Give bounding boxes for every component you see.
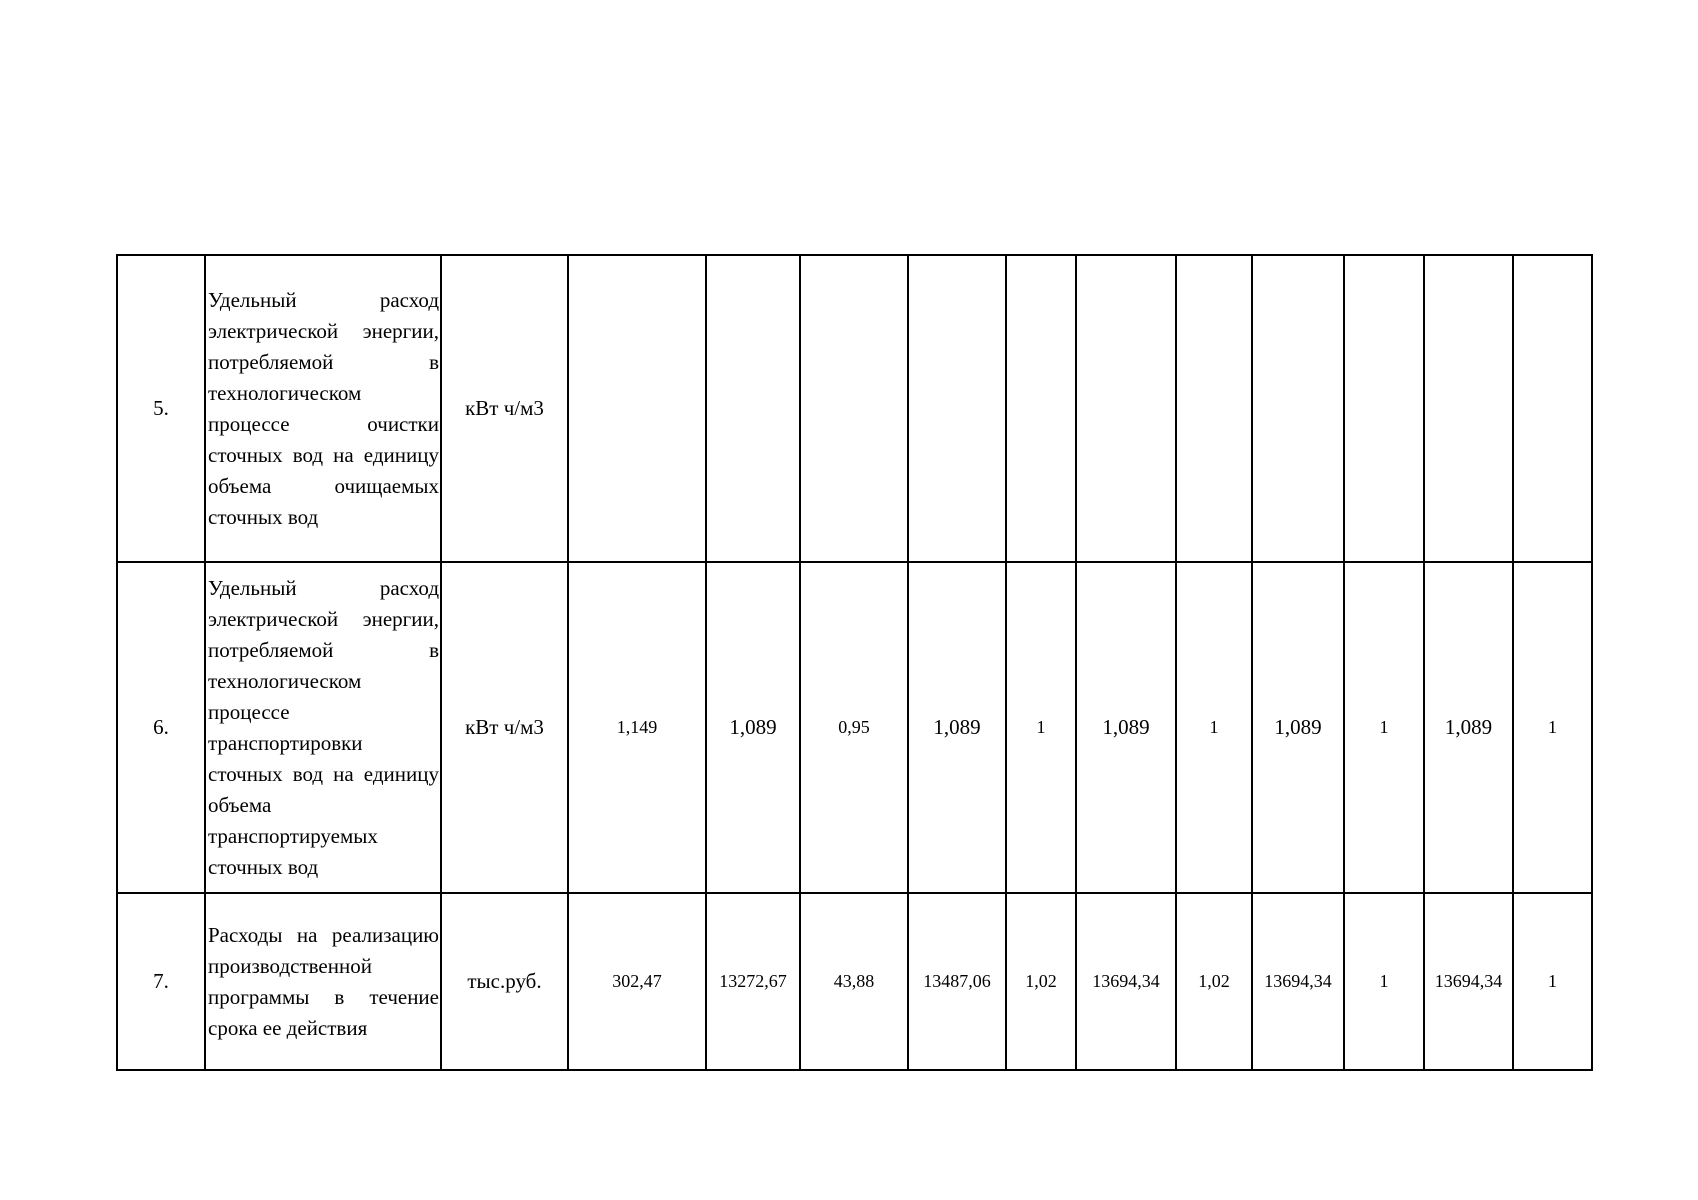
- value-cell: [1006, 255, 1076, 562]
- value-cell: 1: [1513, 893, 1592, 1070]
- value-cell: 1,02: [1176, 893, 1252, 1070]
- row-unit: кВт ч/м3: [441, 255, 568, 562]
- value-cell: 1,089: [908, 562, 1006, 893]
- row-unit: тыс.руб.: [441, 893, 568, 1070]
- value-cell: 0,95: [800, 562, 908, 893]
- value-cell: 302,47: [568, 893, 706, 1070]
- row-description-cell: [205, 255, 441, 562]
- value-cell: [568, 255, 706, 562]
- value-cell: 13272,67: [706, 893, 800, 1070]
- value-cell: 13694,34: [1252, 893, 1344, 1070]
- value-cell: 13487,06: [908, 893, 1006, 1070]
- indicators-table: [116, 254, 1593, 1071]
- table-row: [117, 893, 1592, 1070]
- value-cell: [800, 255, 908, 562]
- value-cell: 43,88: [800, 893, 908, 1070]
- value-cell: [1513, 255, 1592, 562]
- value-cell: [908, 255, 1006, 562]
- table-row: [117, 255, 1592, 562]
- row-unit: кВт ч/м3: [441, 562, 568, 893]
- value-cell: [1424, 255, 1513, 562]
- row-description: Удельный расход электрической энергии, потребляемой в технологическом процессе очистки сточных вод на единицу объема очищаемых сточных вод: [208, 287, 439, 529]
- value-cell: 1,089: [1424, 562, 1513, 893]
- value-cell: 1: [1176, 562, 1252, 893]
- value-cell: 1,089: [1076, 562, 1176, 893]
- row-description: Расходы на реализацию производственной программы в течение срока ее действия: [208, 922, 439, 1040]
- value-cell: 1,02: [1006, 893, 1076, 1070]
- row-description-cell: [205, 893, 441, 1070]
- table-row: [117, 562, 1592, 893]
- value-cell: 1: [1344, 562, 1424, 893]
- value-cell: 13694,34: [1424, 893, 1513, 1070]
- value-cell: [1176, 255, 1252, 562]
- row-number: 7.: [117, 893, 205, 1070]
- value-cell: [1252, 255, 1344, 562]
- row-description-cell: [205, 562, 441, 893]
- value-cell: 1,149: [568, 562, 706, 893]
- row-number: 5.: [117, 255, 205, 562]
- value-cell: [706, 255, 800, 562]
- value-cell: 1: [1513, 562, 1592, 893]
- value-cell: [1076, 255, 1176, 562]
- value-cell: 13694,34: [1076, 893, 1176, 1070]
- row-number: 6.: [117, 562, 205, 893]
- value-cell: 1,089: [1252, 562, 1344, 893]
- value-cell: 1: [1344, 893, 1424, 1070]
- value-cell: [1344, 255, 1424, 562]
- row-description: Удельный расход электрической энергии, потребляемой в технологическом процессе транспортировки сточных вод на единицу объема транспортируемых сточных вод: [208, 575, 439, 879]
- value-cell: 1: [1006, 562, 1076, 893]
- value-cell: 1,089: [706, 562, 800, 893]
